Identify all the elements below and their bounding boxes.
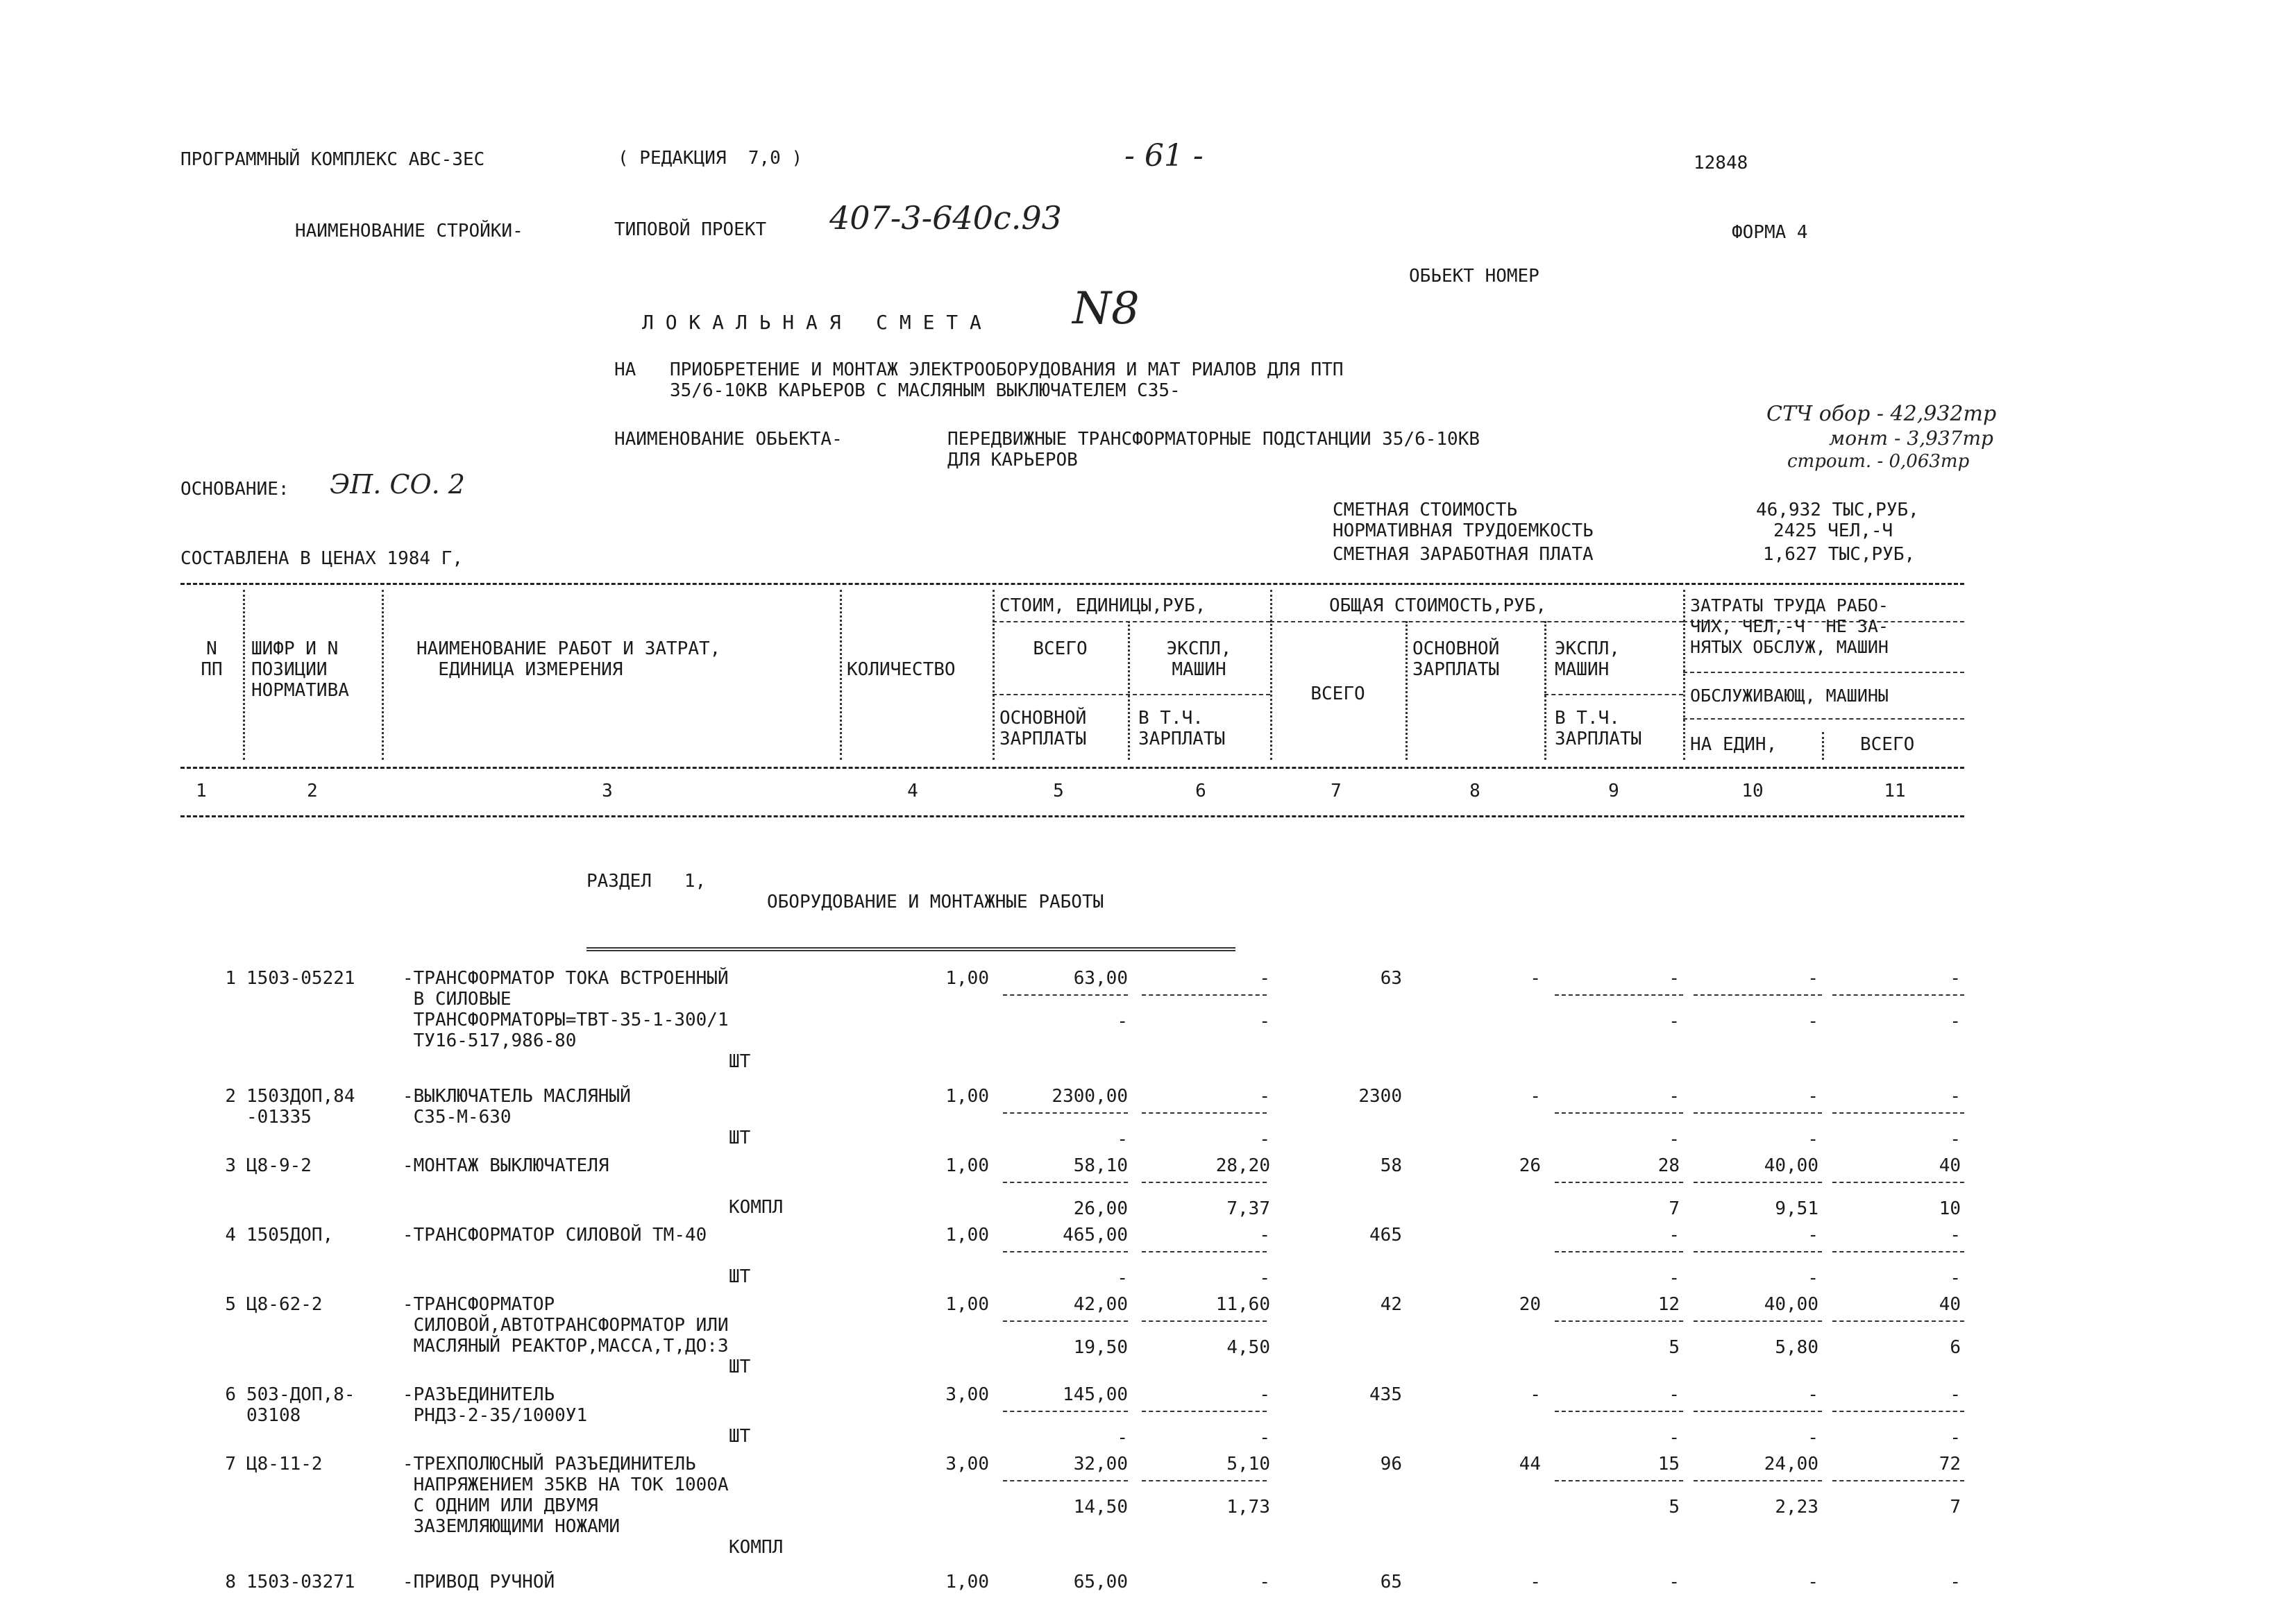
prices-line: СОСТАВЛЕНА В ЦЕНАХ 1984 Г, bbox=[180, 548, 463, 569]
row-unit-mach: - bbox=[1259, 1086, 1270, 1107]
row-labor-unit-2: 9,51 bbox=[1775, 1198, 1818, 1219]
column-number: 2 bbox=[307, 781, 318, 801]
row-total: 2300 bbox=[1358, 1086, 1402, 1107]
row-labor-unit: - bbox=[1807, 1086, 1818, 1107]
cell-underline bbox=[1555, 1480, 1683, 1481]
row-total-incl: 5 bbox=[1669, 1337, 1680, 1358]
row-code: 503-ДОП,8- 03108 bbox=[246, 1384, 355, 1426]
row-labor-total: - bbox=[1950, 1086, 1961, 1107]
row-name: -ТРАНСФОРМАТОР ТОКА ВСТРОЕННЫЙ В СИЛОВЫЕ ТРАНСФОРМАТОРЫ=ТВТ-35-1-300/1 ТУ16-517,986-80 bbox=[403, 968, 729, 1051]
row-number: 1 bbox=[225, 968, 236, 989]
header-sub-rule bbox=[993, 621, 1270, 622]
handwritten-note-1: СТЧ обор - 42,932тр bbox=[1766, 402, 1997, 426]
row-code: 1503ДОП,84 -01335 bbox=[246, 1086, 355, 1128]
row-unit: КОМПЛ bbox=[729, 1197, 784, 1218]
cell-underline bbox=[1694, 1112, 1822, 1114]
program-name: ПРОГРАММНЫЙ КОМПЛЕКС АВС-3ЕС bbox=[180, 149, 485, 170]
row-total-mach: - bbox=[1669, 968, 1680, 989]
row-labor-unit: - bbox=[1807, 1572, 1818, 1592]
col-divider bbox=[1128, 621, 1130, 760]
total-cost-label: СМЕТНАЯ СТОИМОСТЬ bbox=[1333, 500, 1518, 520]
column-number: 9 bbox=[1608, 781, 1619, 801]
row-number: 6 bbox=[225, 1384, 236, 1405]
row-total: 63 bbox=[1380, 968, 1402, 989]
cell-underline bbox=[1694, 994, 1822, 996]
cell-underline bbox=[1142, 1320, 1267, 1322]
row-labor-total: - bbox=[1950, 968, 1961, 989]
row-unit-total: 63,00 bbox=[1073, 968, 1128, 989]
wages-label: СМЕТНАЯ ЗАРАБОТНАЯ ПЛАТА bbox=[1333, 544, 1594, 565]
col-header-unit-base: ОСНОВНОЙ ЗАРПЛАТЫ bbox=[999, 708, 1087, 749]
row-number: 7 bbox=[225, 1454, 236, 1475]
doc-code: 12848 bbox=[1694, 153, 1748, 173]
cell-underline bbox=[1142, 1112, 1267, 1114]
row-total-base: - bbox=[1530, 1086, 1541, 1107]
cell-underline bbox=[1142, 1182, 1267, 1183]
row-total: 435 bbox=[1369, 1384, 1402, 1405]
row-unit-base: - bbox=[1117, 1011, 1128, 1032]
col-header-labor-group: ЗАТРАТЫ ТРУДА РАБО- ЧИХ, ЧЕЛ,-Ч НЕ ЗА- НЯТЫХ ОБСЛУЖ, МАШИН bbox=[1690, 595, 1889, 657]
row-qty: 3,00 bbox=[945, 1384, 989, 1405]
cell-underline bbox=[1003, 994, 1128, 996]
row-code: 1503-03271 bbox=[246, 1572, 355, 1592]
row-unit-base: - bbox=[1117, 1427, 1128, 1448]
col-header-labor-sub: ОБСЛУЖИВАЮЩ, МАШИНЫ bbox=[1690, 686, 1889, 706]
row-total: 42 bbox=[1380, 1294, 1402, 1315]
basis-value: ЭП. СО. 2 bbox=[330, 469, 465, 500]
row-labor-total: 40 bbox=[1939, 1294, 1961, 1315]
row-number: 3 bbox=[225, 1155, 236, 1176]
cell-underline bbox=[1142, 1480, 1267, 1481]
row-total: 58 bbox=[1380, 1155, 1402, 1176]
cell-underline bbox=[1694, 1320, 1822, 1322]
cell-underline bbox=[1694, 1182, 1822, 1183]
row-total-incl: 7 bbox=[1669, 1198, 1680, 1219]
row-name: -ТРЕХПОЛЮСНЫЙ РАЗЪЕДИНИТЕЛЬ НАПРЯЖЕНИЕМ 35КВ НА ТОК 1000А С ОДНИМ ИЛИ ДВУМЯ ЗАЗЕМЛЯЮЩИМИ НОЖАМИ bbox=[403, 1454, 729, 1537]
header-top-rule bbox=[180, 583, 1964, 585]
row-qty: 3,00 bbox=[945, 1454, 989, 1475]
row-unit-incl: - bbox=[1259, 1268, 1270, 1289]
row-labor-unit: - bbox=[1807, 968, 1818, 989]
col-header-total-base: ОСНОВНОЙ ЗАРПЛАТЫ bbox=[1412, 638, 1500, 680]
column-number: 10 bbox=[1741, 781, 1764, 801]
row-unit-total: 465,00 bbox=[1063, 1225, 1128, 1246]
cell-underline bbox=[1003, 1182, 1128, 1183]
row-total-mach: - bbox=[1669, 1572, 1680, 1592]
header-sub-rule bbox=[1270, 621, 1683, 622]
row-unit: ШТ bbox=[729, 1266, 751, 1287]
row-unit: ШТ bbox=[729, 1426, 751, 1447]
col-header-unit-mach: ЭКСПЛ, МАШИН bbox=[1166, 638, 1232, 680]
edition: ( РЕДАКЦИЯ 7,0 ) bbox=[618, 148, 803, 169]
section-title: РАЗДЕЛ 1, bbox=[586, 871, 707, 892]
row-total-incl: - bbox=[1669, 1011, 1680, 1032]
handwritten-note-3: строит. - 0,063тр bbox=[1787, 451, 1970, 472]
column-number: 1 bbox=[196, 781, 207, 801]
cell-underline bbox=[1694, 1480, 1822, 1481]
row-labor-total-2: - bbox=[1950, 1268, 1961, 1289]
cell-underline bbox=[1142, 994, 1267, 996]
row-labor-unit: 40,00 bbox=[1764, 1155, 1818, 1176]
row-unit-incl: - bbox=[1259, 1129, 1270, 1150]
construction-handwritten: 407-3-640с.93 bbox=[829, 199, 1062, 237]
row-labor-unit-2: 5,80 bbox=[1775, 1337, 1818, 1358]
row-name: -МОНТАЖ ВЫКЛЮЧАТЕЛЯ bbox=[403, 1155, 609, 1176]
header-bottom-rule bbox=[180, 815, 1964, 817]
row-number: 5 bbox=[225, 1294, 236, 1315]
cell-underline bbox=[1003, 1251, 1128, 1252]
row-unit: ШТ bbox=[729, 1051, 751, 1072]
cell-underline bbox=[1832, 1480, 1964, 1481]
col-header-unit-group: СТОИМ, ЕДИНИЦЫ,РУБ, bbox=[999, 595, 1206, 616]
row-labor-total: - bbox=[1950, 1225, 1961, 1246]
column-number: 6 bbox=[1195, 781, 1206, 801]
header-sub-rule bbox=[1683, 718, 1964, 720]
col-header-qty: КОЛИЧЕСТВО bbox=[847, 659, 956, 680]
row-labor-unit-2: - bbox=[1807, 1129, 1818, 1150]
col-header-name: НАИМЕНОВАНИЕ РАБОТ И ЗАТРАТ, ЕДИНИЦА ИЗМЕРЕНИЯ bbox=[416, 638, 721, 680]
row-number: 8 bbox=[225, 1572, 236, 1592]
header-sub-rule bbox=[1544, 694, 1683, 695]
row-total-base: 44 bbox=[1519, 1454, 1541, 1475]
cell-underline bbox=[1694, 1411, 1822, 1412]
row-unit-base: - bbox=[1117, 1268, 1128, 1289]
row-unit-mach: - bbox=[1259, 1384, 1270, 1405]
row-labor-unit: - bbox=[1807, 1225, 1818, 1246]
cell-underline bbox=[1555, 994, 1683, 996]
cell-underline bbox=[1003, 1411, 1128, 1412]
cell-underline bbox=[1003, 1112, 1128, 1114]
row-total-mach: 15 bbox=[1657, 1454, 1680, 1475]
row-labor-total-2: - bbox=[1950, 1011, 1961, 1032]
cell-underline bbox=[1694, 1251, 1822, 1252]
cell-underline bbox=[1555, 1182, 1683, 1183]
estimate-number: N8 bbox=[1072, 283, 1140, 334]
col-divider bbox=[243, 590, 245, 760]
row-unit-incl: - bbox=[1259, 1427, 1270, 1448]
row-unit-mach: - bbox=[1259, 1225, 1270, 1246]
header-sub-rule bbox=[993, 694, 1270, 695]
row-number: 4 bbox=[225, 1225, 236, 1246]
col-divider bbox=[1822, 732, 1824, 760]
row-total-base: - bbox=[1530, 1384, 1541, 1405]
row-name: -ПРИВОД РУЧНОЙ bbox=[403, 1572, 555, 1592]
row-total-mach: - bbox=[1669, 1086, 1680, 1107]
row-code: Ц8-11-2 bbox=[246, 1454, 323, 1475]
row-total-mach: 28 bbox=[1657, 1155, 1680, 1176]
row-labor-total: - bbox=[1950, 1384, 1961, 1405]
cell-underline bbox=[1832, 994, 1964, 996]
row-total-mach: - bbox=[1669, 1225, 1680, 1246]
cell-underline bbox=[1555, 1112, 1683, 1114]
object-name-label: НАИМЕНОВАНИЕ ОБЬЕКТА- bbox=[614, 429, 843, 450]
row-total-base: 26 bbox=[1519, 1155, 1541, 1176]
col-divider bbox=[1683, 590, 1685, 760]
row-name: -ВЫКЛЮЧАТЕЛЬ МАСЛЯНЫЙ С35-М-630 bbox=[403, 1086, 631, 1128]
cell-underline bbox=[1555, 1251, 1683, 1252]
row-qty: 1,00 bbox=[945, 1572, 989, 1592]
row-total: 65 bbox=[1380, 1572, 1402, 1592]
row-qty: 1,00 bbox=[945, 1155, 989, 1176]
col-header-labor-unit: НА ЕДИН, bbox=[1690, 734, 1778, 755]
row-total-base: - bbox=[1530, 968, 1541, 989]
row-labor-total: 72 bbox=[1939, 1454, 1961, 1475]
row-unit-mach: - bbox=[1259, 1572, 1270, 1592]
row-unit-base: 26,00 bbox=[1073, 1198, 1128, 1219]
row-labor-total: - bbox=[1950, 1572, 1961, 1592]
col-header-unit-total: ВСЕГО bbox=[1033, 638, 1088, 659]
row-labor-unit-2: - bbox=[1807, 1427, 1818, 1448]
row-unit-total: 58,10 bbox=[1073, 1155, 1128, 1176]
col-header-total-group: ОБЩАЯ СТОИМОСТЬ,РУБ, bbox=[1329, 595, 1547, 616]
row-labor-unit: - bbox=[1807, 1384, 1818, 1405]
row-unit-incl: 4,50 bbox=[1226, 1337, 1270, 1358]
purpose-prefix: НА bbox=[614, 359, 636, 380]
row-code: Ц8-9-2 bbox=[246, 1155, 312, 1176]
col-header-labor-all: ВСЕГО bbox=[1860, 734, 1915, 755]
object-name-line2: ДЛЯ КАРЬЕРОВ bbox=[947, 450, 1078, 470]
row-total-incl: - bbox=[1669, 1129, 1680, 1150]
row-qty: 1,00 bbox=[945, 968, 989, 989]
col-divider bbox=[1406, 621, 1408, 760]
cell-underline bbox=[1003, 1320, 1128, 1322]
col-header-code: ШИФР И N ПОЗИЦИИ НОРМАТИВА bbox=[251, 638, 349, 701]
row-name: -РАЗЪЕДИНИТЕЛЬ РНД3-2-35/1000У1 bbox=[403, 1384, 588, 1426]
purpose-line2: 35/6-10КВ КАРЬЕРОВ С МАСЛЯНЫМ ВЫКЛЮЧАТЕЛЕМ С35- bbox=[670, 380, 1181, 401]
row-total-mach: 12 bbox=[1657, 1294, 1680, 1315]
cell-underline bbox=[1832, 1251, 1964, 1252]
row-name: -ТРАНСФОРМАТОР СИЛОВОЙ,АВТОТРАНСФОРМАТОР ИЛИ МАСЛЯНЫЙ РЕАКТОР,МАССА,Т,ДО:3 bbox=[403, 1294, 729, 1357]
total-cost-value: 46,932 ТЫС,РУБ, bbox=[1756, 500, 1919, 520]
labor-intensity-value: 2425 ЧЕЛ,-Ч bbox=[1773, 520, 1893, 541]
object-name-line1: ПЕРЕДВИЖНЫЕ ТРАНСФОРМАТОРНЫЕ ПОДСТАНЦИИ 35/6-10КВ bbox=[947, 429, 1480, 450]
column-number: 5 bbox=[1053, 781, 1064, 801]
col-divider bbox=[1544, 621, 1546, 760]
cell-underline bbox=[1832, 1411, 1964, 1412]
cell-underline bbox=[1832, 1112, 1964, 1114]
construction-value: ТИПОВОЙ ПРОЕКТ bbox=[614, 219, 767, 240]
row-labor-total-2: - bbox=[1950, 1129, 1961, 1150]
row-labor-unit: 24,00 bbox=[1764, 1454, 1818, 1475]
row-unit-base: - bbox=[1117, 1129, 1128, 1150]
cell-underline bbox=[1832, 1182, 1964, 1183]
construction-label: НАИМЕНОВАНИЕ СТРОЙКИ- bbox=[295, 221, 523, 241]
wages-value: 1,627 ТЫС,РУБ, bbox=[1763, 544, 1916, 565]
cell-underline bbox=[1142, 1251, 1267, 1252]
row-unit-mach: 28,20 bbox=[1215, 1155, 1270, 1176]
column-number: 11 bbox=[1884, 781, 1906, 801]
col-divider bbox=[382, 590, 384, 760]
col-divider bbox=[840, 590, 842, 760]
header-mid-rule bbox=[180, 767, 1964, 769]
row-unit-base: 14,50 bbox=[1073, 1497, 1128, 1518]
sheet-number: - 61 - bbox=[1124, 138, 1204, 173]
col-divider bbox=[993, 590, 995, 760]
row-labor-total-2: - bbox=[1950, 1427, 1961, 1448]
basis-label: ОСНОВАНИЕ: bbox=[180, 479, 289, 500]
header-sub-rule bbox=[1683, 672, 1964, 673]
row-total-mach: - bbox=[1669, 1384, 1680, 1405]
column-number: 4 bbox=[907, 781, 918, 801]
cell-underline bbox=[1555, 1320, 1683, 1322]
row-code: 1503-05221 bbox=[246, 968, 355, 989]
row-labor-total-2: 10 bbox=[1939, 1198, 1961, 1219]
row-labor-unit-2: - bbox=[1807, 1268, 1818, 1289]
row-labor-total: 40 bbox=[1939, 1155, 1961, 1176]
row-unit-incl: 7,37 bbox=[1226, 1198, 1270, 1219]
cell-underline bbox=[1142, 1411, 1267, 1412]
row-code: 1505ДОП, bbox=[246, 1225, 334, 1246]
row-unit-mach: 5,10 bbox=[1226, 1454, 1270, 1475]
column-number: 7 bbox=[1331, 781, 1342, 801]
col-header-total-incl: В Т.Ч. ЗАРПЛАТЫ bbox=[1555, 708, 1642, 749]
row-total-incl: - bbox=[1669, 1427, 1680, 1448]
form-number: ФОРМА 4 bbox=[1732, 222, 1808, 243]
row-number: 2 bbox=[225, 1086, 236, 1107]
col-header-total-mach: ЭКСПЛ, МАШИН bbox=[1555, 638, 1620, 680]
handwritten-note-2: монт - 3,937тр bbox=[1829, 427, 1993, 450]
row-labor-total-2: 6 bbox=[1950, 1337, 1961, 1358]
row-unit: ШТ bbox=[729, 1357, 751, 1377]
labor-intensity-label: НОРМАТИВНАЯ ТРУДОЕМКОСТЬ bbox=[1333, 520, 1594, 541]
row-unit-total: 32,00 bbox=[1073, 1454, 1128, 1475]
row-unit-base: 19,50 bbox=[1073, 1337, 1128, 1358]
row-qty: 1,00 bbox=[945, 1086, 989, 1107]
cell-underline bbox=[1555, 1411, 1683, 1412]
row-labor-total-2: 7 bbox=[1950, 1497, 1961, 1518]
row-unit-mach: 11,60 bbox=[1215, 1294, 1270, 1315]
row-unit-incl: - bbox=[1259, 1011, 1270, 1032]
row-total-incl: 5 bbox=[1669, 1497, 1680, 1518]
row-unit-incl: 1,73 bbox=[1226, 1497, 1270, 1518]
row-code: Ц8-62-2 bbox=[246, 1294, 323, 1315]
row-total: 465 bbox=[1369, 1225, 1402, 1246]
estimate-title: Л О К А Л Ь Н А Я С М Е Т А bbox=[642, 311, 981, 334]
row-unit: КОМПЛ bbox=[729, 1537, 784, 1558]
col-header-unit-incl: В Т.Ч. ЗАРПЛАТЫ bbox=[1138, 708, 1226, 749]
row-qty: 1,00 bbox=[945, 1225, 989, 1246]
row-unit-mach: - bbox=[1259, 968, 1270, 989]
cell-underline bbox=[1003, 1480, 1128, 1481]
purpose-line1: ПРИОБРЕТЕНИЕ И МОНТАЖ ЭЛЕКТРООБОРУДОВАНИЯ И МАТ РИАЛОВ ДЛЯ ПТП bbox=[670, 359, 1344, 380]
row-total-incl: - bbox=[1669, 1268, 1680, 1289]
row-unit-total: 145,00 bbox=[1063, 1384, 1128, 1405]
column-number: 3 bbox=[602, 781, 613, 801]
col-header-n: N ПП bbox=[201, 638, 223, 680]
row-qty: 1,00 bbox=[945, 1294, 989, 1315]
row-name: -ТРАНСФОРМАТОР СИЛОВОЙ ТМ-40 bbox=[403, 1225, 707, 1246]
object-number-label: ОБЬЕКТ НОМЕР bbox=[1409, 266, 1539, 287]
row-unit-total: 42,00 bbox=[1073, 1294, 1128, 1315]
row-labor-unit-2: 2,23 bbox=[1775, 1497, 1818, 1518]
row-labor-unit-2: - bbox=[1807, 1011, 1818, 1032]
column-number: 8 bbox=[1469, 781, 1480, 801]
row-total: 96 bbox=[1380, 1454, 1402, 1475]
row-total-base: 20 bbox=[1519, 1294, 1541, 1315]
section-subtitle: ОБОРУДОВАНИЕ И МОНТАЖНЫЕ РАБОТЫ bbox=[767, 892, 1104, 912]
col-header-total-all: ВСЕГО bbox=[1310, 683, 1365, 704]
row-labor-unit: 40,00 bbox=[1764, 1294, 1818, 1315]
cell-underline bbox=[1832, 1320, 1964, 1322]
row-total-base: - bbox=[1530, 1572, 1541, 1592]
row-unit: ШТ bbox=[729, 1128, 751, 1148]
col-divider bbox=[1270, 590, 1272, 760]
section-rule bbox=[586, 947, 1235, 951]
row-unit-total: 65,00 bbox=[1073, 1572, 1128, 1592]
row-unit-total: 2300,00 bbox=[1052, 1086, 1128, 1107]
